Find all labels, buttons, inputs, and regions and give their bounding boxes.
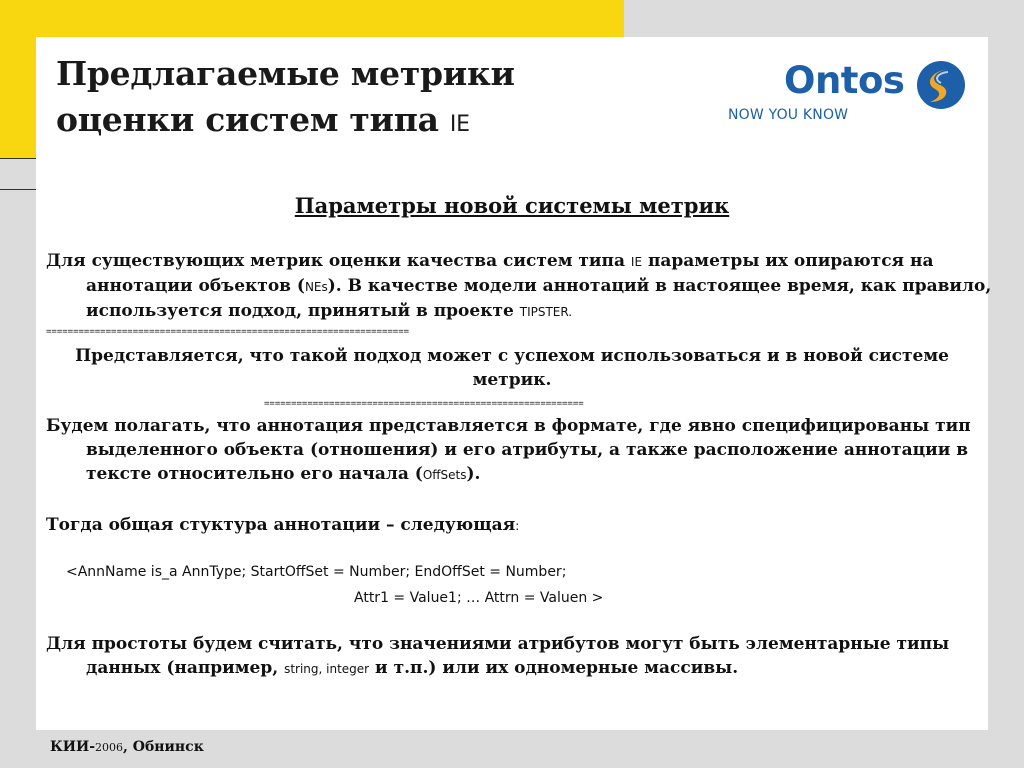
p1-text-c: параметры их опираются на аннотации объектов ( — [86, 251, 934, 296]
title-line-1: Предлагаемые метрики — [56, 54, 515, 93]
p3-text-offsets: OffSets — [422, 468, 467, 482]
p5-text-c: и т.п.) или их одномерные массивы. — [369, 658, 739, 678]
separator-line-1: =================================================================== — [46, 327, 410, 337]
side-rule-bottom — [0, 189, 36, 190]
p4-text-colon: : — [515, 519, 520, 533]
footer-conference — [50, 739, 204, 755]
annotation-structure-line-1: <AnnName is_a AnnType; StartOffSet = Number; EndOffSet = Number; — [66, 564, 567, 580]
paragraph-existing-metrics — [46, 249, 1006, 324]
p1-text-a: Для существующих метрик оценки качества систем типа — [46, 251, 631, 271]
p5-text-types: string, integer — [284, 662, 370, 676]
p1-text-e: ). В качестве модели аннотаций в настоящее время, как правило, используется подход, принятый в проекте — [86, 276, 992, 321]
paragraph-approach: Представляется, что такой подход может с успехом использоваться и в новой системе метрик. — [75, 346, 949, 390]
p1-text-end: . — [568, 305, 573, 319]
p1-text-nes: NEs — [304, 280, 328, 294]
ontos-logo — [726, 59, 966, 129]
paragraph-structure — [46, 513, 1006, 538]
footer-city: , Обнинск — [123, 739, 204, 755]
p3-text-end: ). — [466, 464, 481, 484]
slide-panel — [36, 37, 992, 730]
slide-title — [56, 51, 515, 148]
paragraph-annotation-format — [46, 414, 1006, 487]
section-subtitle: Параметры новой системы метрик — [294, 193, 730, 218]
swirl-logo-icon — [916, 60, 966, 110]
title-line-2: оценки систем типа — [56, 100, 439, 139]
annotation-structure-line-2: Attr1 = Value1; … Attrn = Valuen > — [354, 590, 604, 606]
p1-text-ie: IE — [630, 255, 643, 269]
logo-tagline: NOW YOU KNOW — [728, 107, 849, 123]
p4-text-a: Тогда общая стуктура аннотации – следующая — [46, 515, 516, 535]
side-rule-top — [0, 158, 36, 159]
title-line-2-suffix: IE — [449, 112, 470, 137]
logo-wordmark: Ontos — [784, 59, 905, 102]
footer-year: 2006 — [95, 741, 124, 754]
p3-text-a: Будем полагать, что аннотация представляется в формате, где явно специфицированы тип выделенного объекта (отношения) и его атрибуты, а также расположение аннотации в тексте относительно его начала ( — [46, 416, 971, 484]
separator-line-2: =========================================================== — [264, 399, 584, 409]
footer-text-a: КИИ- — [50, 739, 96, 755]
paragraph-attribute-types — [46, 632, 1006, 681]
p5-text-a: Для простоты будем считать, что значениями атрибутов могут быть элементарные типы данных (например, — [46, 634, 950, 678]
p1-text-tipster: TIPSTER — [519, 305, 569, 319]
